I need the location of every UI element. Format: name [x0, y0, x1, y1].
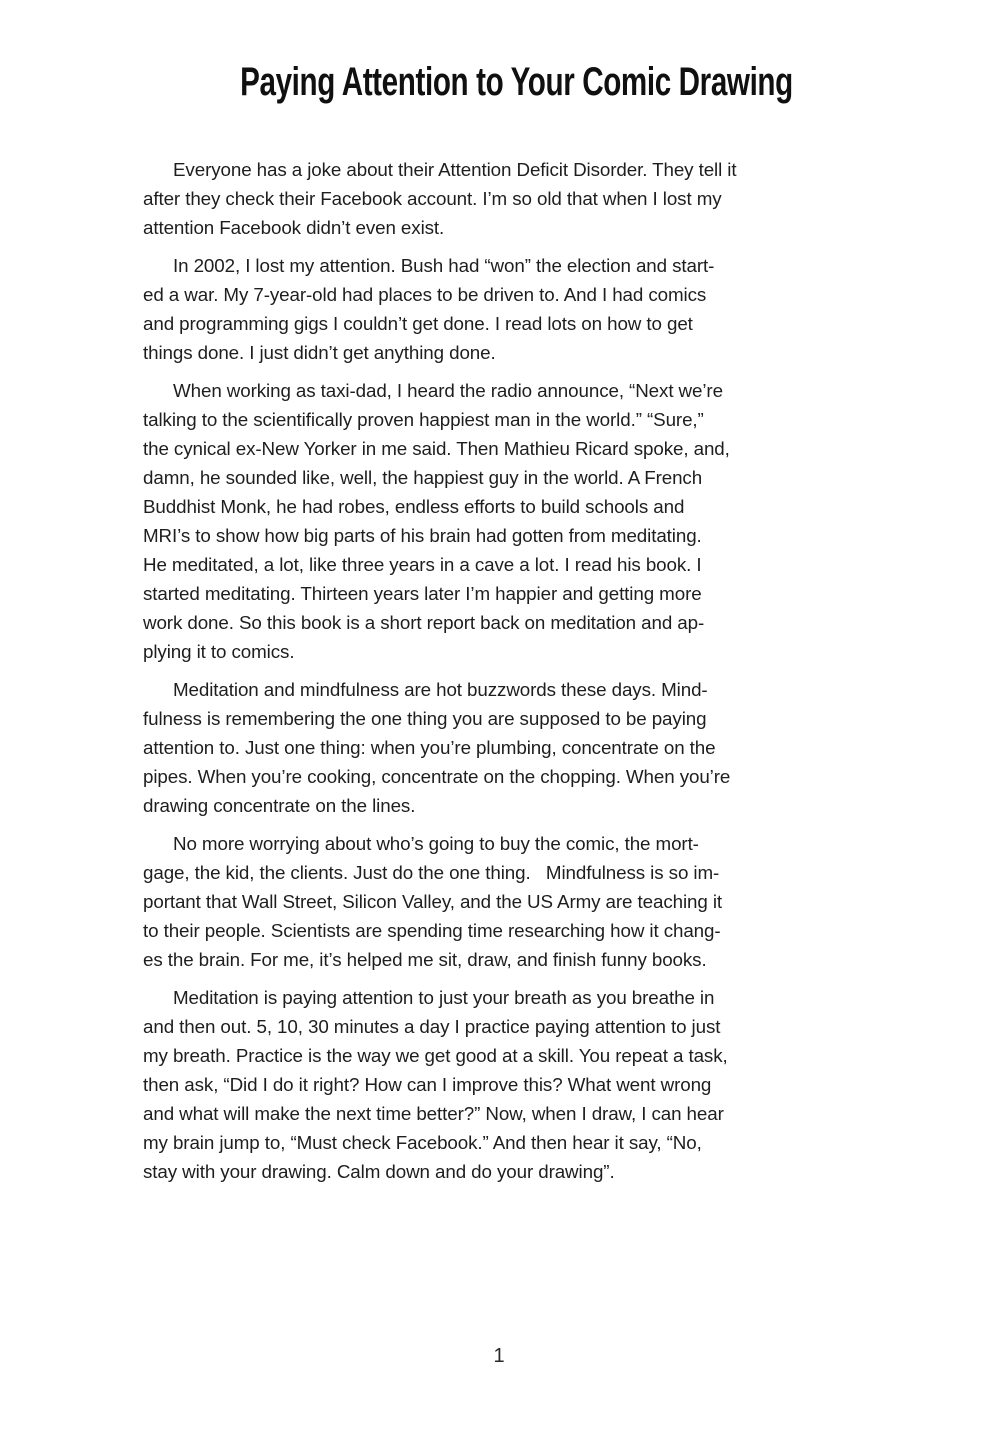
paragraph — [143, 376, 855, 666]
text-line: started meditating. Thirteen years later I’m happier and getting more — [143, 583, 702, 604]
text-line: es the brain. For me, it’s helped me sit, draw, and finish funny books. — [143, 949, 707, 970]
text-line: and what will make the next time better?” Now, when I draw, I can hear — [143, 1103, 724, 1124]
text-line: fulness is remembering the one thing you are supposed to be paying — [143, 708, 707, 729]
text-line: pipes. When you’re cooking, concentrate on the chopping. When you’re — [143, 766, 731, 787]
text-line: Meditation is paying attention to just your breath as you breathe in — [173, 987, 715, 1008]
paragraph — [143, 155, 855, 242]
text-line: work done. So this book is a short report back on meditation and ap- — [143, 612, 705, 633]
page-number: 1 — [493, 1345, 505, 1367]
chapter-title-container — [143, 60, 855, 104]
body-paragraphs — [143, 155, 855, 1195]
text-line: my brain jump to, “Must check Facebook.” And then hear it say, “No, — [143, 1132, 702, 1153]
text-line: No more worrying about who’s going to buy the comic, the mort- — [173, 833, 699, 854]
text-line: after they check their Facebook account. I’m so old that when I lost my — [143, 188, 722, 209]
chapter-title: Paying Attention to Your Comic Drawing — [240, 60, 793, 104]
text-line: attention to. Just one thing: when you’re plumbing, concentrate on the — [143, 737, 716, 758]
text-line: then ask, “Did I do it right? How can I improve this? What went wrong — [143, 1074, 712, 1095]
paragraph — [143, 251, 855, 367]
text-line: and then out. 5, 10, 30 minutes a day I practice paying attention to just — [143, 1016, 721, 1037]
text-line: Buddhist Monk, he had robes, endless efforts to build schools and — [143, 496, 685, 517]
text-line: drawing concentrate on the lines. — [143, 795, 416, 816]
text-line: When working as taxi-dad, I heard the radio announce, “Next we’re — [173, 380, 723, 401]
text-line: MRI’s to show how big parts of his brain had gotten from meditating. — [143, 525, 702, 546]
text-line: Meditation and mindfulness are hot buzzwords these days. Mind- — [173, 679, 708, 700]
text-line: Everyone has a joke about their Attention Deficit Disorder. They tell it — [173, 159, 737, 180]
text-line: the cynical ex-New Yorker in me said. Then Mathieu Ricard spoke, and, — [143, 438, 730, 459]
text-line: attention Facebook didn’t even exist. — [143, 217, 445, 238]
text-line: my breath. Practice is the way we get good at a skill. You repeat a task, — [143, 1045, 728, 1066]
text-line: damn, he sounded like, well, the happiest guy in the world. A French — [143, 467, 703, 488]
text-line: plying it to comics. — [143, 641, 295, 662]
text-line: things done. I just didn’t get anything done. — [143, 342, 496, 363]
text-line: talking to the scientifically proven happiest man in the world.” “Sure,” — [143, 409, 704, 430]
text-line: stay with your drawing. Calm down and do your drawing”. — [143, 1161, 615, 1182]
text-line: ed a war. My 7-year-old had places to be driven to. And I had comics — [143, 284, 707, 305]
paragraph — [143, 983, 855, 1186]
text-line: portant that Wall Street, Silicon Valley, and the US Army are teaching it — [143, 891, 723, 912]
text-line: He meditated, a lot, like three years in a cave a lot. I read his book. I — [143, 554, 702, 575]
paragraph — [143, 829, 855, 974]
paragraph — [143, 675, 855, 820]
text-line: gage, the kid, the clients. Just do the one thing. Mindfulness is so im- — [143, 862, 720, 883]
text-line: to their people. Scientists are spending time researching how it chang- — [143, 920, 721, 941]
text-line: and programming gigs I couldn’t get done. I read lots on how to get — [143, 313, 693, 334]
text-line: In 2002, I lost my attention. Bush had “won” the election and start- — [173, 255, 715, 276]
